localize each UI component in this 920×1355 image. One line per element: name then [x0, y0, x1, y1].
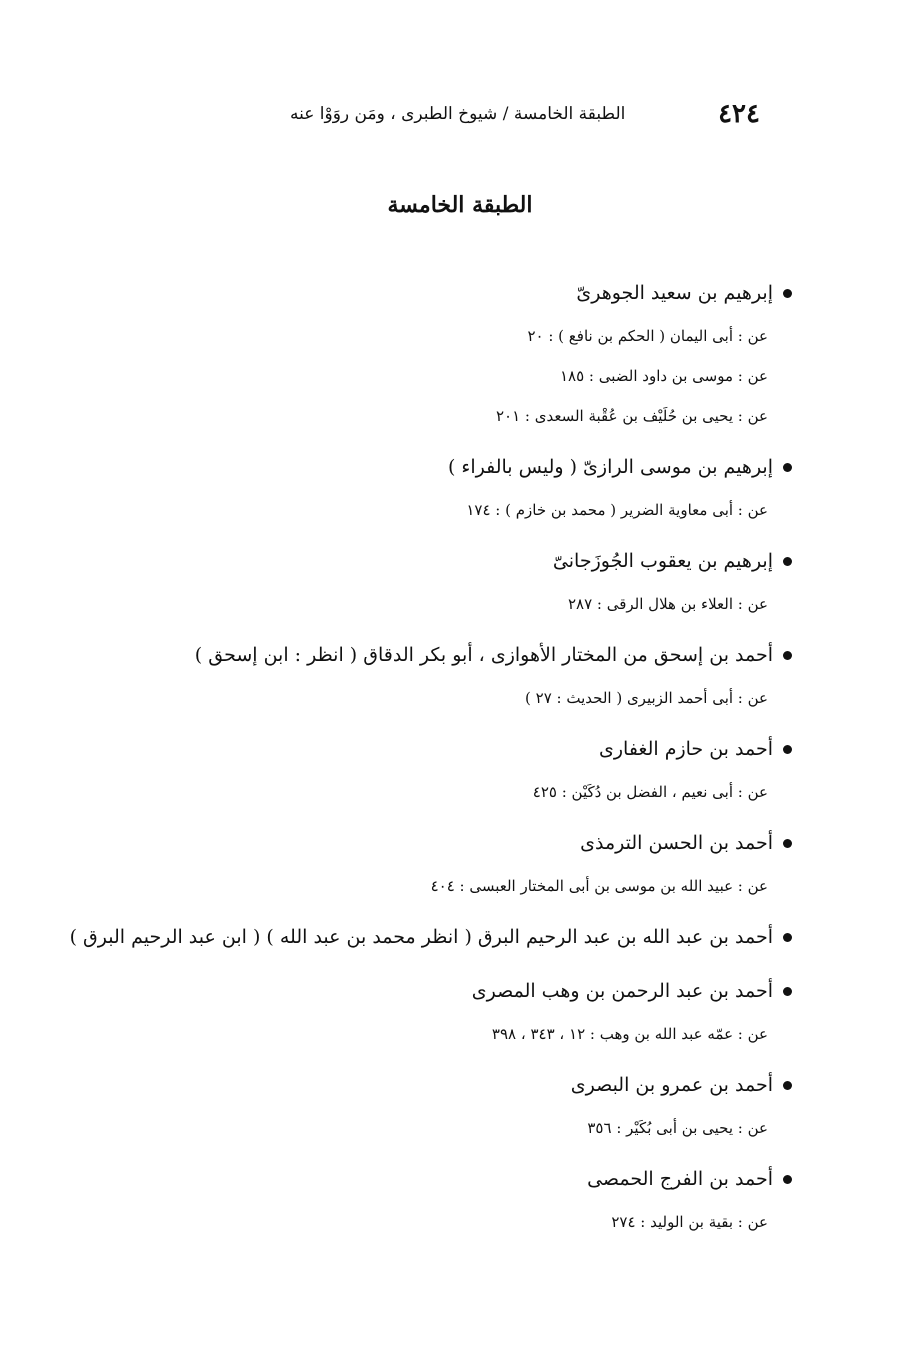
- entry: [69, 914, 792, 960]
- bullet-icon: [783, 463, 792, 472]
- entry-name-text: أحمد بن عمرو بن البصرى: [570, 1074, 773, 1096]
- bullet-icon: [783, 1175, 792, 1184]
- bullet-icon: [783, 557, 792, 566]
- bullet-icon: [783, 1081, 792, 1090]
- entry: [92, 1062, 792, 1148]
- source-line: عن : أبى اليمان ( الحكم بن نافع ) : ٢٠: [527, 327, 768, 345]
- entry-name-text: إبرهيم بن سعيد الجوهرىّ: [576, 282, 773, 304]
- source-line: عن : أبى نعيم ، الفضل بن دُكَيْن : ٤٢٥: [532, 783, 768, 801]
- entry-name: [92, 538, 792, 584]
- source-line: عن : العلاء بن هلال الرقى : ٢٨٧: [567, 595, 768, 613]
- running-title: الطبقة الخامسة / شيوخ الطبرى ، ومَن روَوْا عنه: [290, 104, 626, 124]
- source-line: عن : عمّه عبد الله بن وهب : ١٢ ، ٣٤٣ ، ٣٩٨: [491, 1025, 768, 1043]
- entry-name-text: أحمد بن الحسن الترمذى: [580, 832, 773, 854]
- entries-list: [69, 270, 792, 1242]
- bullet-icon: [783, 839, 792, 848]
- entry: [92, 968, 792, 1054]
- entry-name-text: أحمد بن إسحق من المختار الأهوازى ، أبو بكر الدقاق ( انظر : ابن إسحق ): [194, 644, 773, 666]
- entry: [92, 820, 792, 906]
- entry: [92, 444, 792, 530]
- entry-name: [69, 914, 792, 960]
- source-line: عن : بقية بن الوليد : ٢٧٤: [611, 1213, 768, 1231]
- source-line: عن : موسى بن داود الضبى : ١٨٥: [559, 367, 768, 385]
- entry: [92, 538, 792, 624]
- bullet-icon: [783, 651, 792, 660]
- page-number: ٤٢٤: [718, 99, 760, 129]
- page-header: [290, 96, 760, 132]
- bullet-icon: [783, 745, 792, 754]
- entry-name-text: أحمد بن حازم الغفارى: [598, 738, 773, 760]
- entry-name-text: أحمد بن عبد الله بن عبد الرحيم البرق ( انظر محمد بن عبد الله ) ( ابن عبد الرحيم البرق ): [69, 926, 773, 948]
- entry-name-text: إبرهيم بن موسى الرازىّ ( وليس بالفراء ): [447, 456, 773, 478]
- bullet-icon: [783, 933, 792, 942]
- source-line: عن : يحيى بن أبى بُكَيْر : ٣٥٦: [587, 1119, 768, 1137]
- entry-name: [92, 270, 792, 316]
- entry-name: [92, 726, 792, 772]
- entry-name-text: أحمد بن الفرج الحمصى: [587, 1168, 773, 1190]
- entry: [92, 632, 792, 718]
- entry-name: [92, 1156, 792, 1202]
- source-line: عن : عبيد الله بن موسى بن أبى المختار العبسى : ٤٠٤: [430, 877, 768, 895]
- entry-name: [92, 968, 792, 1014]
- entry-name: [92, 632, 792, 678]
- source-line: عن : يحيى بن حُلَيْف بن عُقْبة السعدى : ٢٠١: [495, 407, 768, 425]
- entry-name: [92, 820, 792, 866]
- entry-name: [92, 444, 792, 490]
- entry-name-text: أحمد بن عبد الرحمن بن وهب المصرى: [471, 980, 773, 1002]
- section-title: الطبقة الخامسة: [387, 192, 533, 218]
- entry-name: [92, 1062, 792, 1108]
- entry: [92, 726, 792, 812]
- entry: [92, 270, 792, 436]
- source-line: عن : أبى معاوية الضرير ( محمد بن خازم ) : ١٧٤: [466, 501, 768, 519]
- entry-name-text: إبرهيم بن يعقوب الجُوزَجانىّ: [552, 550, 773, 572]
- source-line: عن : أبى أحمد الزبيرى ( الحديث : ٢٧ ): [525, 689, 768, 707]
- entry: [92, 1156, 792, 1242]
- bullet-icon: [783, 987, 792, 996]
- bullet-icon: [783, 289, 792, 298]
